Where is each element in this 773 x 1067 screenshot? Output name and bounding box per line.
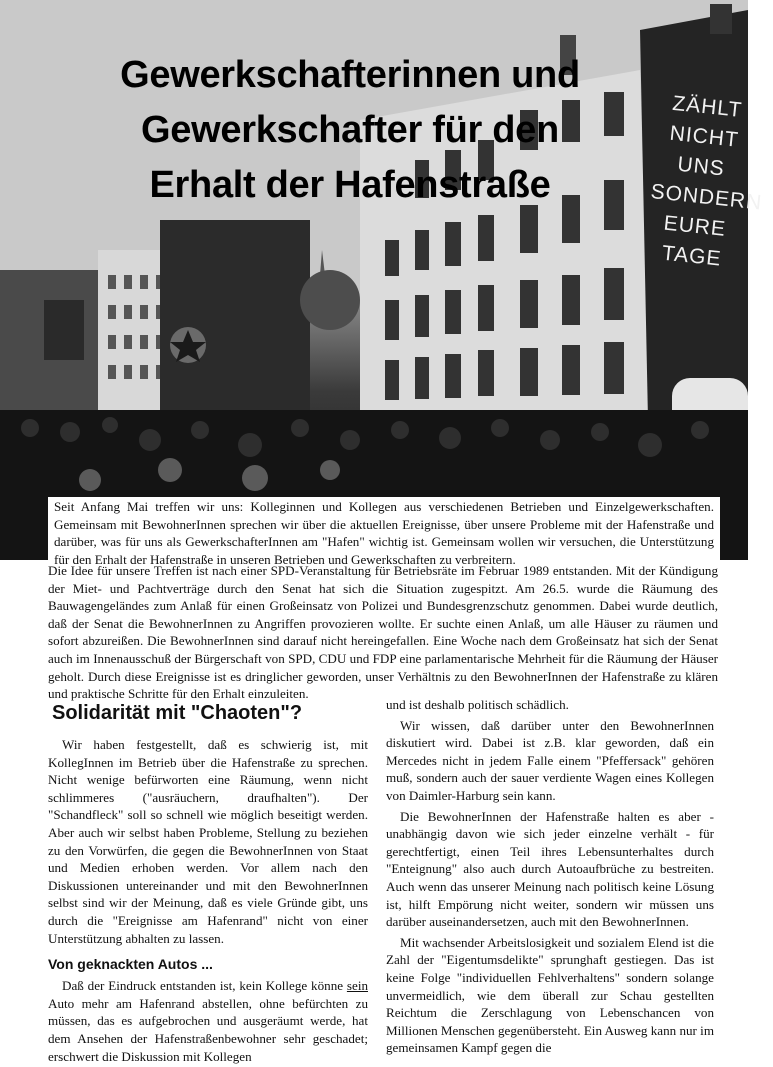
headline [40, 48, 660, 213]
graffiti-line: EURE TAGE [660, 211, 728, 271]
right-column [386, 696, 714, 1057]
headline-line-3: Erhalt der Hafenstraße [149, 164, 551, 206]
section-paragraph: Mit wachsender Arbeitslosigkeit und sozialem Elend ist die Zahl der "Eigentumsdelikte" sprunghaft gestiegen. Das ist keine Folge "individuellen Fehlverhaltens" sondern solange unvermeidlich, wie dem überall zur Schau gestellten Reichtum die Zerschlagung von Lebenschancen von Millionen Menschen gegenübersteht. Ein Ausweg kann nur im gemeinsamen Kampf gegen die [386, 934, 715, 1056]
section-title-solidaritaet: Solidarität mit "Chaoten"? [52, 702, 303, 724]
left-column [48, 700, 368, 1065]
text-fragment: Auto mehr am Hafenrand abstellen, ohne befürchten zu müssen, das es aufgebrochen und ausgeräumt werde, hat dem Ansehen der Hafenstraßenbewohner sehr geschadet; erschwert die Diskussion mit Kollegen [48, 995, 368, 1064]
section-paragraph: Wir haben festgestellt, daß es schwierig ist, mit KollegInnen im Betrieb über die Hafenstraße zu sprechen. Nicht wenige befürworten eine Räumung, wenn nicht schlimmeres ("ausräuchern, draufhalten"). Der "Schandfleck" soll so schnell wie möglich beseitigt werden. Aber auch wir selbst haben Probleme, Stellung zu beziehen zu den Vorwürfen, die gegen die BewohnerInnen von Staat und Medien erhoben werden. Vor allem nach den Diskussionen untereinander und mit den BewohnerInnen selbst sind wir der Meinung, daß es viele Gründe gibt, uns durch die "Ereignisse am Hafenrand" nicht von einer Unterstützung abhalten zu lassen. [48, 737, 368, 946]
continued-paragraph: und ist deshalb politisch schädlich. [386, 697, 569, 712]
underlined-word: sein [346, 978, 368, 994]
graffiti-line: SONDERN [649, 180, 764, 215]
painted-building [160, 220, 310, 430]
lead-paragraph: Seit Anfang Mai treffen wir uns: Kolleginnen und Kollegen aus verschiedenen Betrieben und Einzelgewerkschaften. Gemeinsam mit BewohnerInnen sprechen wir über die aktuellen Ereignisse, über unsere Probleme mit der Hafenstraße und darüber, was für uns als GewerkschafterInnen am "Hafen" wichtig ist. Gemeinsam wollen wir versuchen, die Unterstützung für den Erhalt der Hafenstraße in unseren Betrieben und Gewerkschaften zu verbreitern. [48, 497, 720, 570]
headline-line-1: Gewerkschafterinnen und [120, 54, 580, 96]
graffiti-text [643, 88, 764, 277]
section-paragraph: Wir wissen, daß darüber unter den BewohnerInnen diskutiert wird. Dabei ist z.B. klar geworden, daß ein Mercedes nicht in jedem Falle einem "Pfeffersack" gehören muß, sondern auch der sauer verdiente Wagen eines Kollegen von Daimler-Harburg sein kann. [386, 717, 714, 803]
graffiti-line: ZÄHLT NICHT [668, 91, 744, 152]
section-paragraph [48, 977, 368, 1065]
text-fragment: Daß der Eindruck entstanden ist, kein Kollege könne [62, 978, 347, 994]
graffiti-line: UNS [676, 152, 726, 181]
headline-line-2: Gewerkschafter für den [141, 109, 559, 151]
section-paragraph: Die BewohnerInnen der Hafenstraße halten es aber - unabhängig davon wie sich jeder einzelne verhält - für gerechtfertigt, einen Teil ihres Lebensunterhaltes durch "Enteignung" also auch durch Autoaufbrüche zu bestreiten. Auch wenn das unserer Meinung nach politisch keine Lösung ist, hilft Empörung nicht weiter, sondern wir müssen uns darüber auseinandersetzen, auch mit den BewohnerInnen. [386, 808, 714, 930]
section-title-autos: Von geknackten Autos ... [48, 956, 213, 973]
intro-paragraph: Die Idee für unsere Treffen ist nach einer SPD-Veranstaltung für Betriebsräte im Februar 1989 entstanden. Mit der Kündigung der Miet- und Pachtverträge durch den Senat hat sich die Situation zugespitzt. Am 26.5. wurde die Räumung des Bauwagengeländes zum Anlaß für einen Großeinsatz von Polizei und Bundesgrenzschutz genommen. Dabei wurde deutlich, daß der Senat die BewohnerInnen zu Angriffen provozieren wollte. Er suchte einen Anlaß, um alle Häuser zu räumen und sofort abzureißen. Die BewohnerInnen sind darauf nicht hereingefallen. Eine Woche nach dem Großeinsatz hat sich der Senat auch im Innenausschuß der Bürgerschaft von SPD, CDU und FDP eine parlamentarische Mehrheit für die Räumung der Häuser geholt. Durch diese Ereignisse ist es dringlicher geworden, unser Verhältnis zu den BewohnerInnen der Hafenstraße zu klären und praktische Schritte für den Erhalt einzuleiten. [48, 563, 718, 702]
